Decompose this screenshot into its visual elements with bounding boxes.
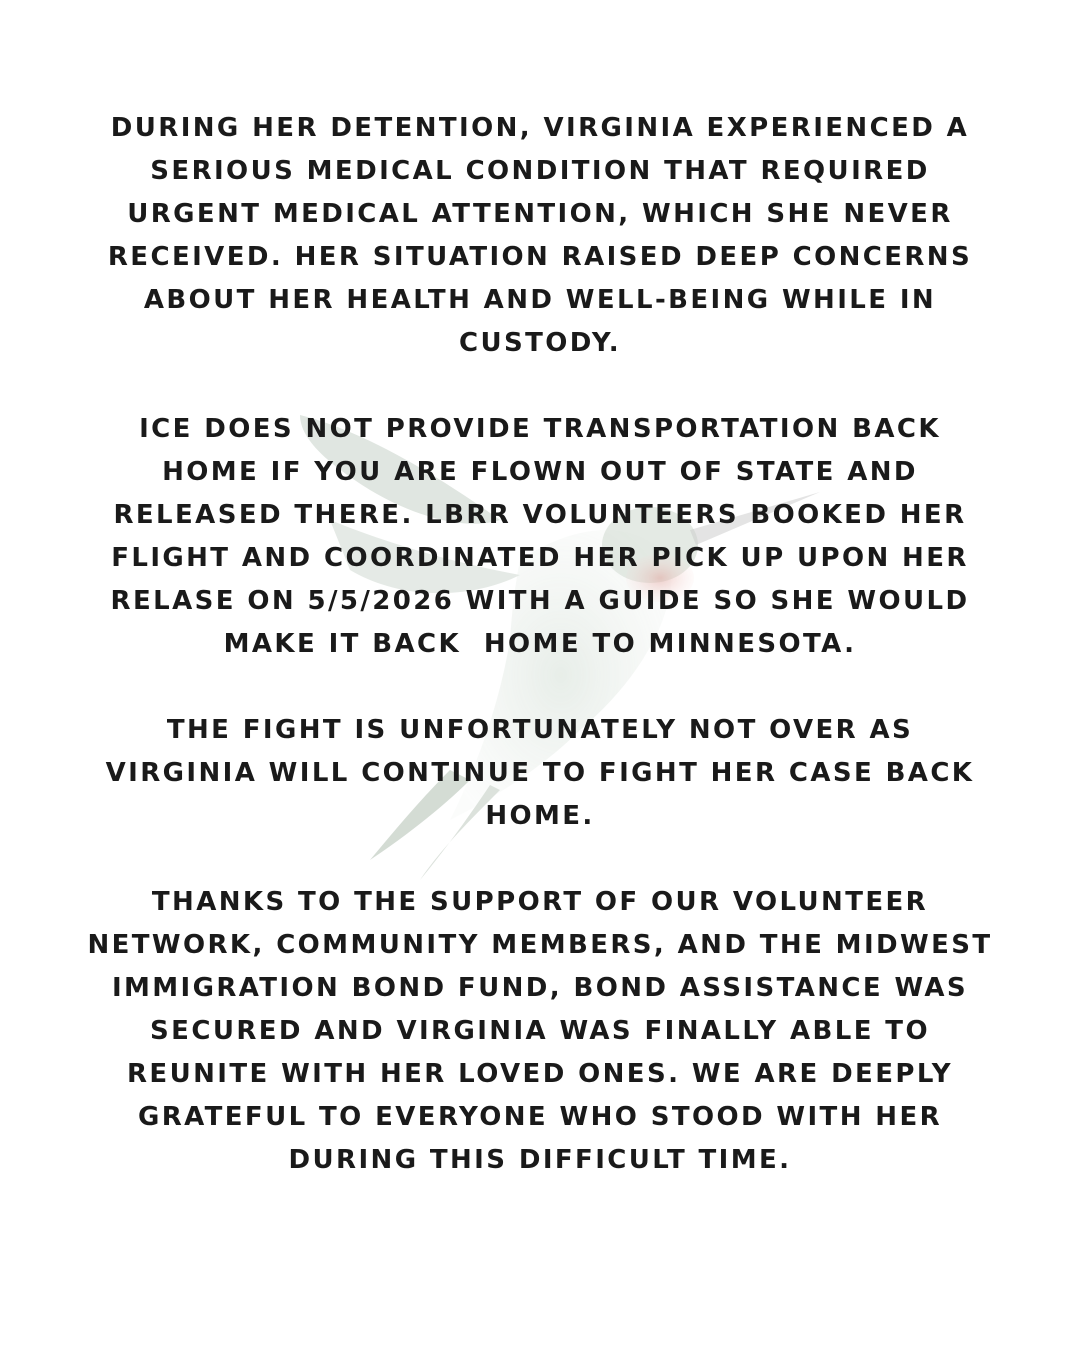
text-line: DURING HER DETENTION, VIRGINIA EXPERIENCED A [110, 113, 970, 143]
text-line: THE FIGHT IS UNFORTUNATELY NOT OVER AS [166, 715, 914, 745]
text-line: HOME IF YOU ARE FLOWN OUT OF STATE AND [162, 457, 918, 487]
text-line: URGENT MEDICAL ATTENTION, WHICH SHE NEVER [127, 199, 953, 229]
text-line: DURING THIS DIFFICULT TIME. [288, 1145, 792, 1175]
text-line: GRATEFUL TO EVERYONE WHO STOOD WITH HER [137, 1102, 943, 1132]
text-line: HOME. [485, 801, 595, 831]
text-line: SERIOUS MEDICAL CONDITION THAT REQUIRED [150, 156, 930, 186]
text-line: RECEIVED. HER SITUATION RAISED DEEP CONCERNS [107, 242, 973, 272]
text-line: RELEASED THERE. LBRR VOLUNTEERS BOOKED HER [113, 500, 967, 530]
paragraph-fight-continues [40, 709, 1040, 838]
text-line: THANKS TO THE SUPPORT OF OUR VOLUNTEER [151, 887, 929, 917]
text-line: ABOUT HER HEALTH AND WELL-BEING WHILE IN [143, 285, 937, 315]
text-line: FLIGHT AND COORDINATED HER PICK UP UPON HER [111, 543, 969, 573]
text-line: REUNITE WITH HER LOVED ONES. WE ARE DEEPLY [127, 1059, 953, 1089]
text-line: CUSTODY. [458, 328, 622, 358]
text-line: RELASE ON 5/5/2026 WITH A GUIDE SO SHE WOULD [110, 586, 970, 616]
text-line: ICE DOES NOT PROVIDE TRANSPORTATION BACK [139, 414, 941, 444]
paragraph-medical-condition [40, 107, 1040, 365]
text-line: NETWORK, COMMUNITY MEMBERS, AND THE MIDWEST [87, 930, 993, 960]
paragraph-thanks [40, 881, 1040, 1182]
text-line: SECURED AND VIRGINIA WAS FINALLY ABLE TO [150, 1016, 930, 1046]
text-line: VIRGINIA WILL CONTINUE TO FIGHT HER CASE BACK [105, 758, 975, 788]
text-line: MAKE IT BACK HOME TO MINNESOTA. [223, 629, 857, 659]
text-line: IMMIGRATION BOND FUND, BOND ASSISTANCE WAS [111, 973, 969, 1003]
announcement-text [40, 107, 1040, 1225]
paragraph-transportation [40, 408, 1040, 666]
